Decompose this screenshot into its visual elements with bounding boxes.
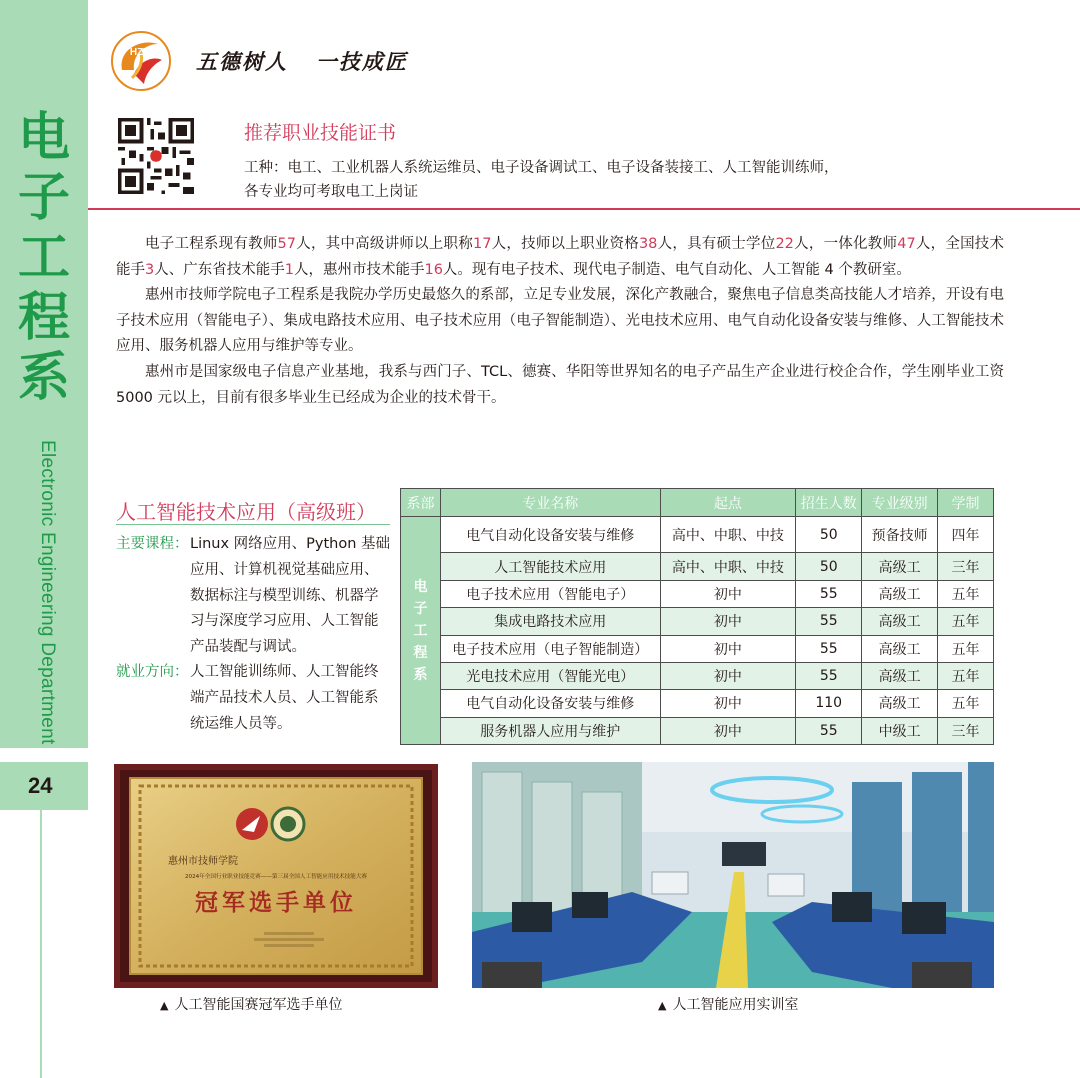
- duration-cell: 三年: [938, 717, 994, 744]
- major-cell: 人工智能技术应用: [440, 553, 660, 580]
- main-courses-text: Linux 网络应用、Python 基础应用、计算机视觉基础应用、数据标注与模型训练、机器学习与深度学习应用、人工智能产品装配与调试。: [190, 536, 391, 656]
- main-courses: [116, 532, 392, 661]
- certificate-title: 推荐职业技能证书: [244, 122, 397, 144]
- title-char: 电: [17, 107, 70, 168]
- department-title: [14, 108, 74, 408]
- department-title-en: Electronic Engineering Department: [37, 440, 58, 745]
- dept-cell: [401, 517, 441, 745]
- major-cell: 集成电路技术应用: [440, 608, 660, 635]
- divider: [88, 208, 1080, 210]
- stat-number: 17: [472, 236, 492, 252]
- duration-cell: 三年: [938, 553, 994, 580]
- duration-cell: 五年: [938, 662, 994, 689]
- level-cell: 高级工: [862, 580, 938, 607]
- start-cell: 高中、中职、中技: [660, 553, 796, 580]
- level-cell: 高级工: [862, 608, 938, 635]
- plaque-award: 冠军选手单位: [195, 890, 357, 916]
- duration-cell: 五年: [938, 635, 994, 662]
- career-direction-text: 人工智能训练师、人工智能终端产品技术人员、人工智能系统运维人员等。: [190, 664, 379, 732]
- intro-paragraph: 惠州市是国家级电子信息产业基地，我系与西门子、TCL、德赛、华阳等世界知名的电子产品生产企业进行校企合作，学生刚毕业工资 5000 元以上，目前有很多毕业生已经成为企业的技术骨干。: [116, 363, 1004, 406]
- stat-number: 3: [145, 261, 155, 278]
- table-row: [401, 517, 994, 553]
- certificate-line: 各专业均可考取电工上岗证: [244, 184, 418, 200]
- header-major: 专业名称: [440, 489, 660, 517]
- major-cell: 电子技术应用（电子智能制造）: [440, 635, 660, 662]
- header-dept: 系部: [401, 489, 441, 517]
- enrollment-cell: 55: [796, 635, 862, 662]
- stat-number: 38: [638, 236, 658, 252]
- major-cell: 电子技术应用（智能电子）: [440, 580, 660, 607]
- course-title: 人工智能技术应用（高级班）: [116, 500, 376, 524]
- major-cell: 电气自动化设备安装与维修: [440, 517, 660, 553]
- program-table: [400, 488, 994, 745]
- table-row: [401, 662, 994, 689]
- duration-cell: 五年: [938, 580, 994, 607]
- stat-number: 57: [277, 236, 296, 252]
- start-cell: 初中: [660, 608, 796, 635]
- header-start: 起点: [660, 489, 796, 517]
- career-direction: [116, 660, 392, 737]
- course-divider: [116, 524, 390, 525]
- table-row: [401, 608, 994, 635]
- duration-cell: 五年: [938, 690, 994, 717]
- duration-cell: 四年: [938, 517, 994, 553]
- caption-left: ▲ 人工智能国赛冠军选手单位: [160, 997, 343, 1013]
- main-courses-label: 主要课程：: [116, 536, 189, 552]
- level-cell: 中级工: [862, 717, 938, 744]
- table-row: [401, 580, 994, 607]
- training-lab-photo: [472, 762, 994, 988]
- triangle-icon: ▲: [658, 999, 667, 1012]
- stat-number: 1: [284, 261, 294, 278]
- title-char: 工: [17, 227, 70, 288]
- level-cell: 高级工: [862, 635, 938, 662]
- level-cell: 高级工: [862, 662, 938, 689]
- motto: 五德树人 一技成匠: [196, 49, 408, 74]
- table-row: [401, 690, 994, 717]
- table-row: [401, 717, 994, 744]
- enrollment-cell: 110: [796, 690, 862, 717]
- stat-number: 22: [775, 236, 794, 252]
- title-char: 子: [17, 167, 70, 228]
- stat-number: 16: [424, 261, 443, 278]
- header-enrollment: 招生人数: [796, 489, 862, 517]
- start-cell: 初中: [660, 662, 796, 689]
- header-duration: 学制: [938, 489, 994, 517]
- enrollment-cell: 55: [796, 608, 862, 635]
- title-char: 程: [17, 287, 70, 348]
- enrollment-cell: 55: [796, 580, 862, 607]
- certificate-line: 工种：电工、工业机器人系统运维员、电子设备调试工、电子设备装接工、人工智能训练师，: [244, 160, 839, 176]
- major-cell: 服务机器人应用与维护: [440, 717, 660, 744]
- duration-cell: 五年: [938, 608, 994, 635]
- table-row: [401, 553, 994, 580]
- start-cell: 初中: [660, 717, 796, 744]
- start-cell: 初中: [660, 580, 796, 607]
- page-number: 24: [0, 762, 88, 810]
- plaque-school: 惠州市技师学院: [168, 856, 238, 867]
- table-header-row: [401, 489, 994, 517]
- caption-right: ▲ 人工智能应用实训室: [658, 997, 799, 1013]
- major-cell: 电气自动化设备安装与维修: [440, 690, 660, 717]
- level-cell: 预备技师: [862, 517, 938, 553]
- school-logo: [110, 30, 172, 92]
- logo-text: HZTI: [129, 47, 153, 58]
- start-cell: 初中: [660, 690, 796, 717]
- intro-text: [116, 232, 1004, 411]
- stat-number: 47: [897, 236, 916, 252]
- enrollment-cell: 55: [796, 717, 862, 744]
- level-cell: 高级工: [862, 553, 938, 580]
- start-cell: 初中: [660, 635, 796, 662]
- table-row: [401, 635, 994, 662]
- dept-name: 电子工程系: [413, 578, 428, 683]
- enrollment-cell: 55: [796, 662, 862, 689]
- intro-paragraph: 电子工程系现有教师57人，其中高级讲师以上职称17人，技师以上职业资格38人，具有硕士学位22人，一体化教师47人，全国技术能手3人、广东省技术能手1人，惠州市技术能手16人。现有电子技术、现代电子制造、电气自动化、人工智能 4 个教研室。: [116, 236, 1005, 278]
- level-cell: 高级工: [862, 690, 938, 717]
- header-level: 专业级别: [862, 489, 938, 517]
- plaque-event: 2024年全国行业职业技能竞赛——第三届全国人工智能应用技术技能大赛: [184, 874, 368, 880]
- triangle-icon: ▲: [160, 999, 169, 1012]
- start-cell: 高中、中职、中技: [660, 517, 796, 553]
- enrollment-cell: 50: [796, 553, 862, 580]
- title-char: 系: [17, 347, 70, 408]
- award-plaque-photo: [114, 764, 438, 988]
- intro-paragraph: 惠州市技师学院电子工程系是我院办学历史最悠久的系部，立足专业发展，深化产教融合，聚焦电子信息类高技能人才培养，开设有电子技术应用（智能电子）、集成电路技术应用、电子技术应用（电子智能制造）、光电技术应用、电气自动化设备安装与维修、人工智能技术应用、服务机器人应用与维护等专业。: [116, 287, 1004, 355]
- major-cell: 光电技术应用（智能光电）: [440, 662, 660, 689]
- qr-code-icon[interactable]: [118, 118, 194, 194]
- enrollment-cell: 50: [796, 517, 862, 553]
- side-line: [40, 810, 42, 1078]
- career-direction-label: 就业方向：: [116, 664, 189, 680]
